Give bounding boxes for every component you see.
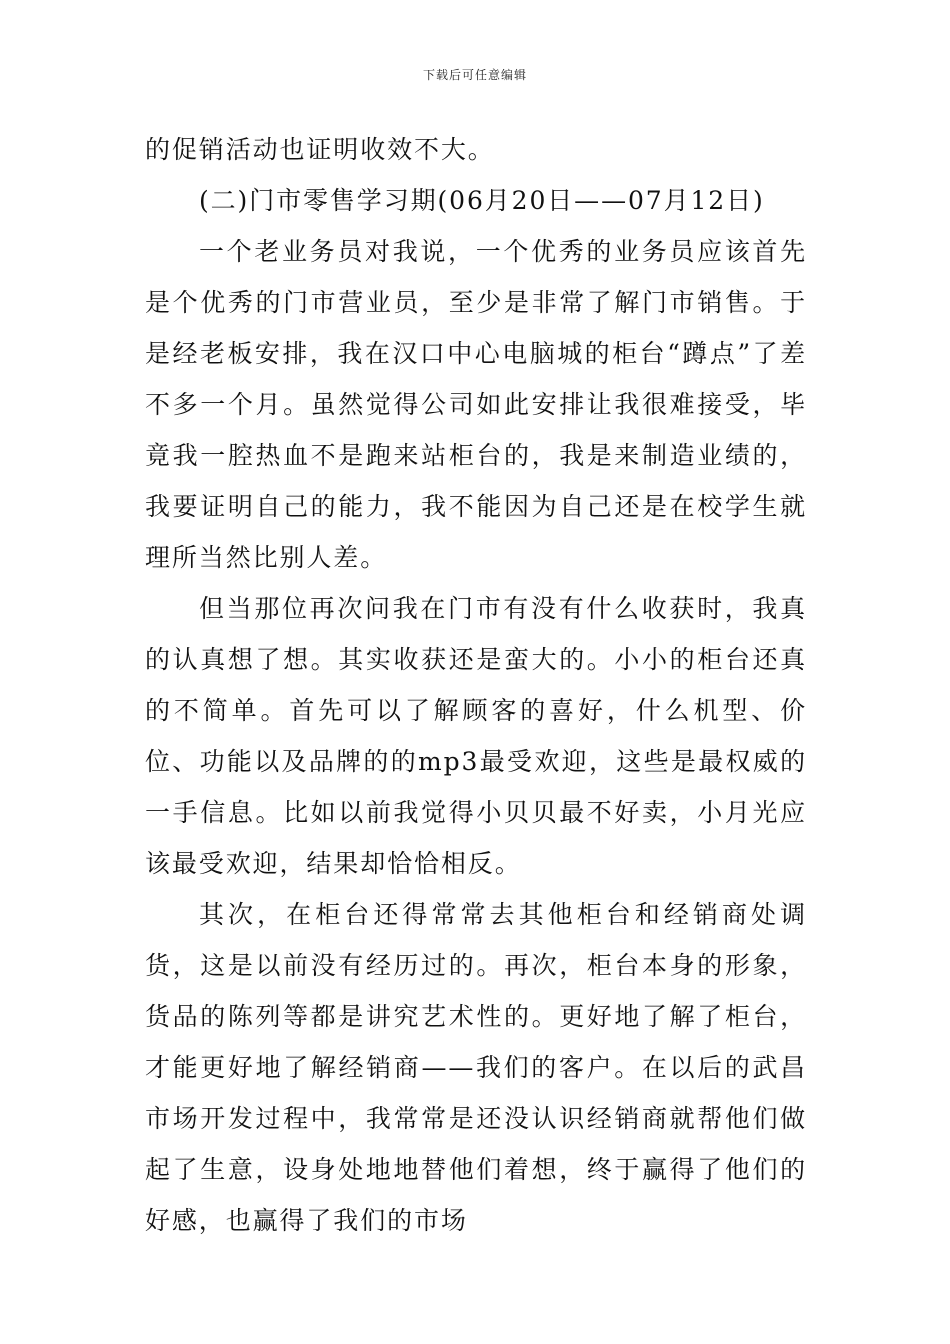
paragraph-continuation: 的促销活动也证明收效不大。 — [145, 135, 495, 164]
document-body — [145, 124, 807, 1246]
paragraph: 一个老业务员对我说，一个优秀的业务员应该首先是个优秀的门市营业员，至少是非常了解门市销售。于是经老板安排，我在汉口中心电脑城的柜台“蹲点”了差不多一个月。虽然觉得公司如此安排让我很难接受，毕竟我一腔热血不是跑来站柜台的，我是来制造业绩的，我要证明自己的能力，我不能因为自己还是在校学生就理所当然比别人差。 — [145, 237, 807, 572]
section-heading: (二)门市零售学习期(06月20日——07月12日) — [199, 186, 765, 215]
header-note: 下载后可任意编辑 — [422, 68, 527, 82]
paragraph: 但当那位再次问我在门市有没有什么收获时，我真的认真想了想。其实收获还是蛮大的。小小的柜台还真的不简单。首先可以了解顾客的喜好，什么机型、价位、功能以及品牌的的mp3最受欢迎，这些是最权威的一手信息。比如以前我觉得小贝贝最不好卖，小月光应该最受欢迎，结果却恰恰相反。 — [145, 594, 807, 878]
paragraph: 其次，在柜台还得常常去其他柜台和经销商处调货，这是以前没有经历过的。再次，柜台本身的形象，货品的陈列等都是讲究艺术性的。更好地了解了柜台，才能更好地了解经销商——我们的客户。在以后的武昌市场开发过程中，我常常是还没认识经销商就帮他们做起了生意，设身处地地替他们着想，终于赢得了他们的好感，也赢得了我们的市场 — [145, 900, 807, 1235]
